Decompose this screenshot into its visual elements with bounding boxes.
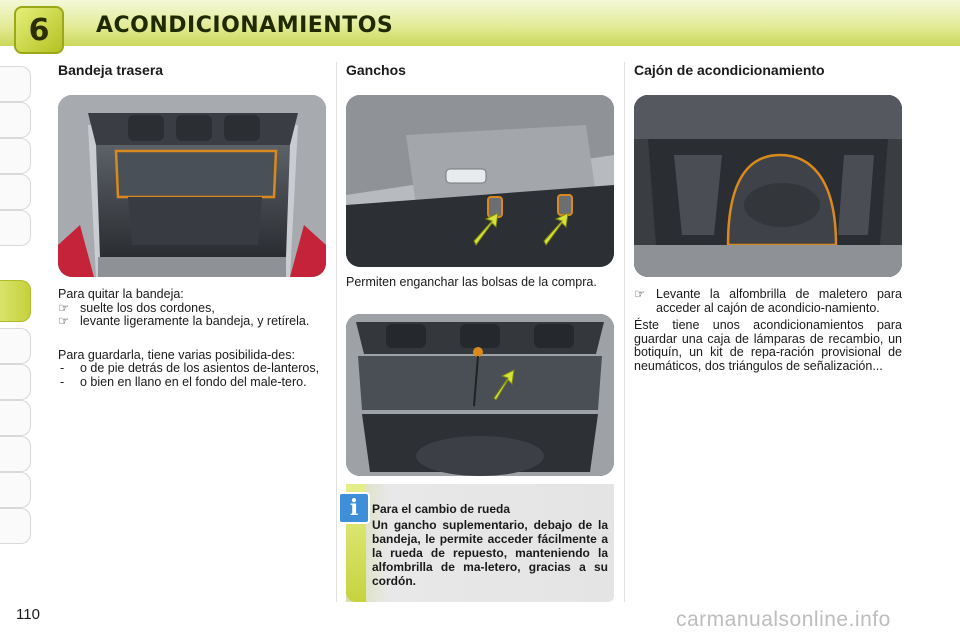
info-body: Un gancho suplementario, debajo de la bandeja, le permite acceder fácilmente a la rueda de repuesto, manteniendo la alfombrilla de ma-letero, gracias a su cordón. — [372, 518, 608, 588]
cajon-text — [634, 288, 902, 373]
page-title: ACONDICIONAMIENTOS — [96, 13, 394, 38]
chapter-tab[interactable] — [0, 364, 31, 400]
section-title-bandeja: Bandeja trasera — [58, 62, 164, 78]
cajon-para: Éste tiene unos acondicionamientos para guardar una caja de lámparas de recambio, un botiquín, un kit de repa-ración provisional de neumáticos, dos triángulos de señalización... — [634, 318, 902, 373]
bandeja-bullet: ☞ levante ligeramente la bandeja, y retírela. — [58, 314, 310, 328]
bandeja-option: - o de pie detrás de los asientos de-lanteros, — [60, 361, 320, 375]
chapter-tab-active[interactable] — [0, 280, 31, 322]
chapter-tab[interactable] — [0, 400, 31, 436]
chapter-tab[interactable] — [0, 508, 31, 544]
bandeja-bullet: ☞ suelte los dos cordones, — [58, 300, 215, 315]
section-title-cajon: Cajón de acondicionamiento — [634, 62, 825, 78]
bandeja-option: - o bien en llano en el fondo del male-tero. — [60, 374, 307, 389]
info-title: Para el cambio de rueda — [372, 502, 511, 516]
storage-box-photo — [634, 95, 902, 277]
page-header — [0, 0, 960, 48]
chapter-tab[interactable] — [0, 102, 31, 138]
hooks-photo — [346, 95, 614, 267]
chapter-tab[interactable] — [0, 472, 31, 508]
bandeja-intro: Para quitar la bandeja: — [58, 287, 184, 301]
chapter-tab[interactable] — [0, 138, 31, 174]
spare-hook-photo — [346, 314, 614, 476]
bandeja-text — [58, 288, 328, 389]
chapter-tab[interactable] — [0, 210, 31, 246]
chapter-tab[interactable] — [0, 328, 31, 364]
dash-marker: - — [60, 361, 65, 375]
chapter-tab[interactable] — [0, 174, 31, 210]
watermark: carmanualsonline.info — [676, 608, 891, 631]
chapter-badge: 6 — [14, 6, 64, 54]
page-number: 110 — [16, 606, 40, 623]
bandeja-para2: Para guardarla, tiene varias posibilida-des: — [58, 347, 295, 362]
chapter-tab[interactable] — [0, 66, 31, 102]
dash-marker: - — [60, 374, 65, 389]
pointing-hand-icon: ☞ — [634, 287, 646, 301]
chapter-tabs — [0, 66, 34, 576]
pointing-hand-icon: ☞ — [58, 300, 70, 315]
column-divider — [336, 62, 337, 602]
section-title-ganchos: Ganchos — [346, 62, 406, 78]
pointing-hand-icon: ☞ — [58, 314, 70, 328]
info-icon: i — [338, 492, 370, 524]
chapter-tab[interactable] — [0, 436, 31, 472]
column-divider — [624, 62, 625, 602]
cajon-bullet: ☞ Levante la alfombrilla de maletero para acceder al cajón de acondicio-namiento. — [634, 287, 902, 315]
ganchos-text: Permiten enganchar las bolsas de la compra. — [346, 275, 597, 289]
trunk-shelf-photo — [58, 95, 326, 277]
